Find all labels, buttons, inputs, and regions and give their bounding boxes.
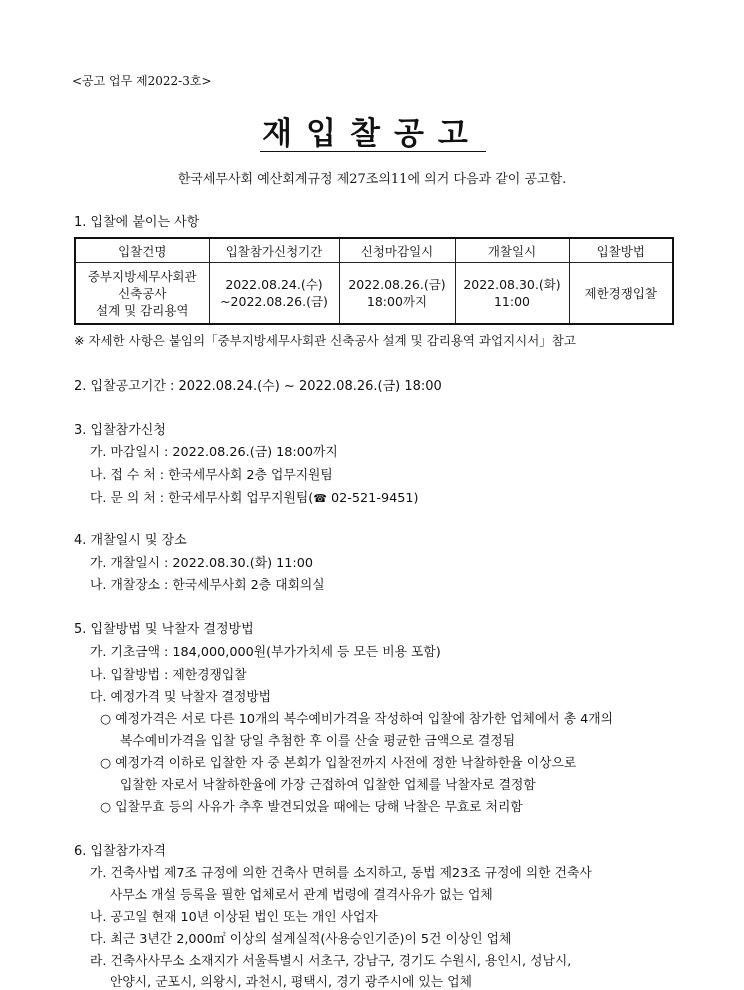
table-header-cell: 개찰일시 xyxy=(455,238,569,263)
page-title: 재입찰공고 xyxy=(262,116,482,152)
sub-item: ○ 예정가격 이하로 입찰한 자 중 본회가 입찰전까지 사전에 정한 낙찰하한율 이상으로 xyxy=(100,756,577,771)
list-item: 나. 개찰장소 : 한국세무사회 2층 대회의실 xyxy=(90,578,325,593)
sub-item-continued: 복수예비가격을 입찰 당일 추첨한 후 이를 산술 평균한 금액으로 결정됨 xyxy=(120,734,516,749)
table-header-cell: 입찰참가신청기간 xyxy=(209,238,339,263)
section2-heading: 2. 입찰공고기간 : 2022.08.24.(수) ~ 2022.08.26.(금) 18:00 xyxy=(74,379,442,394)
bid-table xyxy=(74,237,674,325)
reference-note: ※ 자세한 사항은 붙임의「중부지방세무사회관 신축공사 설계 및 감리용역 과업지시서」참고 xyxy=(74,333,576,348)
list-item: 다. 최근 3년간 2,000㎡ 이상의 설계실적(사용승인기준)이 5건 이상인 업체 xyxy=(90,932,512,947)
list-item-continued: 안양시, 군포시, 의왕시, 과천시, 평택시, 경기 광주시에 있는 업체 xyxy=(110,975,472,990)
list-item: 나. 접 수 처 : 한국세무사회 2층 업무지원팀 xyxy=(90,468,333,483)
table-header-row xyxy=(75,238,673,263)
phone-icon: ☎ xyxy=(313,492,327,505)
table-cell-project xyxy=(75,263,209,325)
table-row xyxy=(75,263,673,325)
section3-heading: 3. 입찰참가신청 xyxy=(74,423,166,438)
section6-heading: 6. 입찰참가자격 xyxy=(74,844,166,859)
table-cell-opening xyxy=(455,263,569,325)
cell-line: ~2022.08.26.(금) xyxy=(220,294,328,309)
intro-text: 한국세무사회 예산회계규정 제27조의11에 의거 다음과 같이 공고함. xyxy=(177,172,567,187)
list-item: 라. 건축사사무소 소재지가 서울특별시 서초구, 강남구, 경기도 수원시, 용인시, 성남시, xyxy=(90,954,572,969)
cell-line: 2022.08.26.(금) xyxy=(348,277,446,292)
section1-heading: 1. 입찰에 붙이는 사항 xyxy=(74,215,200,230)
list-item: 가. 기초금액 : 184,000,000원(부가가치세 등 모든 비용 포함) xyxy=(90,645,441,660)
cell-line: 11:00 xyxy=(493,294,531,309)
sub-item: ○ 예정가격은 서로 다른 10개의 복수예비가격을 작성하여 입찰에 참가한 업체에서 총 4개의 xyxy=(100,712,613,727)
list-item: 가. 건축사법 제7조 규정에 의한 건축사 면허를 소지하고, 동법 제23조 규정에 의한 건축사 xyxy=(90,866,592,881)
cell-line: 설계 및 감리용역 xyxy=(96,302,189,318)
list-item-continued: 사무소 개설 등록을 필한 업체로서 관계 법령에 결격사유가 없는 업체 xyxy=(110,888,493,903)
sub-item-continued: 입찰한 자로서 낙찰하한율에 가장 근접하여 입찰한 업체를 낙찰자로 결정함 xyxy=(120,778,536,793)
table-header-cell: 입찰방법 xyxy=(569,238,673,263)
sub-item: ○ 입찰무효 등의 사유가 추후 발견되었을 때에는 당해 낙찰은 무효로 처리함 xyxy=(100,800,523,815)
cell-line: 제한경쟁입찰 xyxy=(584,285,657,301)
section4-heading: 4. 개찰일시 및 장소 xyxy=(74,533,187,548)
list-item: 가. 마감일시 : 2022.08.26.(금) 18:00까지 xyxy=(90,445,338,460)
table-cell-method xyxy=(569,263,673,325)
phone-number: 02-521-9451) xyxy=(331,491,419,506)
notice-number: <공고 업무 제2022-3호> xyxy=(72,74,212,88)
title-underline xyxy=(260,151,486,152)
cell-line: 18:00까지 xyxy=(366,294,428,309)
cell-line: 2022.08.24.(수) xyxy=(225,277,323,292)
cell-line: 2022.08.30.(화) xyxy=(463,277,561,292)
list-item-contact xyxy=(90,487,419,506)
table-cell-deadline xyxy=(339,263,455,325)
list-item: 나. 입찰방법 : 제한경쟁입찰 xyxy=(90,668,247,683)
contact-label: 다. 문 의 처 : 한국세무사회 업무지원팀( xyxy=(90,491,314,506)
table-header-cell: 입찰건명 xyxy=(75,238,209,263)
table-header-cell: 신청마감일시 xyxy=(339,238,455,263)
table-cell-apply-period xyxy=(209,263,339,325)
list-item: 가. 개찰일시 : 2022.08.30.(화) 11:00 xyxy=(90,556,314,571)
cell-line: 중부지방세무사회관 xyxy=(87,268,197,284)
list-item: 다. 예정가격 및 낙찰자 결정방법 xyxy=(90,690,272,705)
list-item: 나. 공고일 현재 10년 이상된 법인 또는 개인 사업자 xyxy=(90,910,378,925)
section5-heading: 5. 입찰방법 및 낙찰자 결정방법 xyxy=(74,622,254,637)
cell-line: 신축공사 xyxy=(118,285,167,301)
